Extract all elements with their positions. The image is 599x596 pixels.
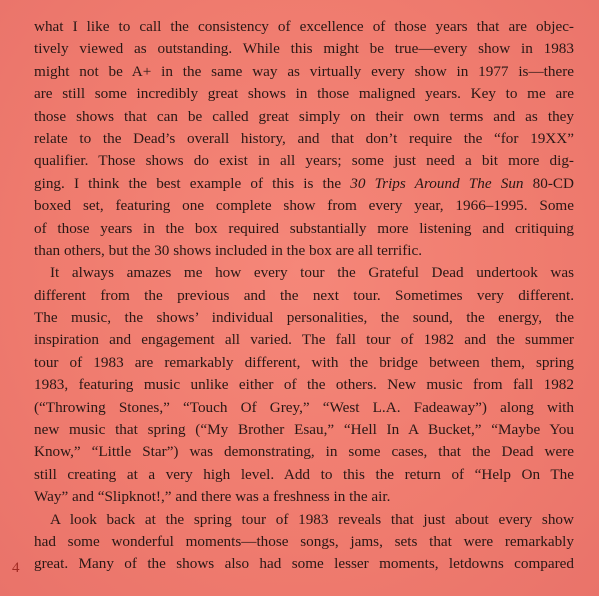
text-line: tively viewed as outstanding. While this might be true—every show in 1983 — [34, 40, 574, 58]
text-line: might not be A+ in the same way as virtually every show in 1977 is—there — [34, 62, 574, 80]
text-fragment: ging. I think the best example of this is the — [34, 174, 351, 192]
text-line: than others, but the 30 shows included in the box are all terrific. — [34, 241, 423, 259]
text-line: 1983, featuring music unlike either of the others. New music from fall 1982 — [34, 376, 574, 394]
text-line: are still some incredibly great shows in those maligned years. Key to me are — [34, 85, 574, 103]
text-line: tour of 1983 are remarkably different, with the bridge between them, spring — [34, 353, 574, 371]
text-line: of those years in the box required substantially more listening and critiquing — [34, 219, 574, 237]
text-line: had some wonderful moments—those songs, jams, sets that were remarkably — [34, 532, 574, 550]
album-title: 30 Trips Around The Sun — [350, 174, 524, 192]
body-text — [34, 16, 574, 576]
text-fragment: 80-CD — [523, 174, 574, 192]
text-line: (“Throwing Stones,” “Touch Of Grey,” “West L.A. Fadeaway”) along with — [34, 398, 574, 416]
text-line: new music that spring (“My Brother Esau,” “Hell In A Bucket,” “Maybe You — [34, 421, 574, 439]
page-number: 4 — [12, 560, 20, 576]
text-line: still creating at a very high level. Add to this the return of “Help On The — [34, 465, 574, 483]
text-line: Way” and “Slipknot!,” and there was a freshness in the air. — [34, 488, 391, 506]
text-line: different from the previous and the next tour. Sometimes very different. — [34, 286, 574, 304]
text-line: A look back at the spring tour of 1983 reveals that just about every show — [50, 510, 574, 528]
text-line: boxed set, featuring one complete show from every year, 1966–1995. Some — [34, 197, 574, 215]
text-line: It always amazes me how every tour the Grateful Dead undertook was — [50, 264, 574, 282]
text-line-with-title — [34, 173, 574, 195]
text-line: what I like to call the consistency of excellence of those years that are objec- — [34, 18, 574, 35]
text-line: great. Many of the shows also had some lesser moments, letdowns compared — [34, 555, 574, 573]
text-line: The music, the shows’ individual personalities, the sound, the energy, the — [34, 309, 574, 327]
text-line: inspiration and engagement all varied. The fall tour of 1982 and the summer — [34, 331, 574, 349]
text-line: those shows that can be called great simply on their own terms and as they — [34, 107, 574, 125]
text-line: Know,” “Little Star”) was demonstrating, in some cases, that the Dead were — [34, 443, 574, 461]
text-line: relate to the Dead’s overall history, and that don’t require the “for 19XX” — [34, 129, 574, 147]
text-line: qualifier. Those shows do exist in all years; some just need a bit more dig- — [34, 152, 574, 170]
